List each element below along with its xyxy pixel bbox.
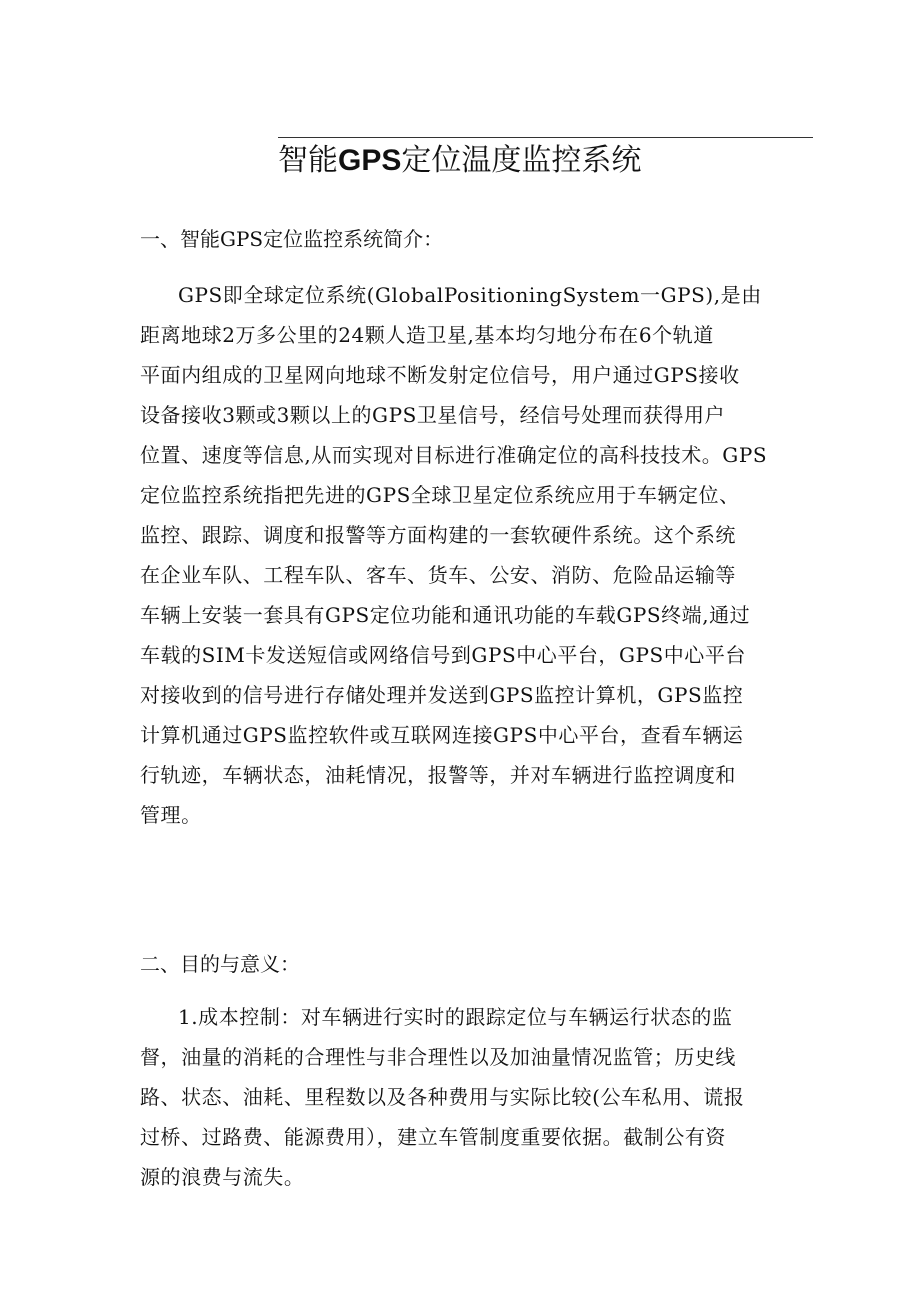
section-2-heading: 二、目的与意义： — [140, 952, 300, 976]
header-rule — [278, 137, 813, 138]
paragraph-line: 监控、跟踪、调度和报警等方面构建的一套软硬件系统。这个系统 — [140, 523, 736, 547]
paragraph-line: 1.成本控制：对车辆进行实时的跟踪定位与车辆运行状态的监 — [178, 1005, 733, 1029]
paragraph-line: 计算机通过GPS监控软件或互联网连接GPS中心平台，查看车辆运 — [140, 723, 744, 747]
paragraph-line: 设备接收3颗或3颗以上的GPS卫星信号，经信号处理而获得用户 — [140, 403, 726, 427]
paragraph-line: 过桥、过路费、能源费用），建立车管制度重要依据。截制公有资 — [140, 1125, 726, 1149]
paragraph-line: 平面内组成的卫星网向地球不断发射定位信号，用户通过GPS接收 — [140, 363, 740, 387]
paragraph-line: 管理。 — [140, 803, 202, 827]
paragraph-line: 行轨迹，车辆状态，油耗情况，报警等，并对车辆进行监控调度和 — [140, 763, 736, 787]
paragraph-line: 位置、速度等信息,从而实现对目标进行准确定位的高科技技术。GPS — [140, 443, 768, 467]
paragraph-line: 对接收到的信号进行存储处理并发送到GPS监控计算机，GPS监控 — [140, 683, 744, 707]
paragraph-line: GPS即全球定位系统(GlobalPositioningSystem一GPS),是由 — [178, 283, 762, 307]
section-2-paragraph — [140, 997, 812, 1197]
title-prefix: 智能 — [278, 143, 338, 178]
paragraph-line: 定位监控系统指把先进的GPS全球卫星定位系统应用于车辆定位、 — [140, 483, 740, 507]
paragraph-line: 路、状态、油耗、里程数以及各种费用与实际比较(公车私用、谎报 — [140, 1085, 745, 1109]
section-1-heading: 一、智能GPS定位监控系统简介： — [140, 227, 444, 251]
document-title — [278, 140, 708, 182]
title-suffix: 定位温度监控系统 — [401, 143, 642, 178]
title-gps: GPS — [338, 144, 402, 177]
paragraph-line: 在企业车队、工程车队、客车、货车、公安、消防、危险品运输等 — [140, 563, 736, 587]
paragraph-line: 车辆上安装一套具有GPS定位功能和通讯功能的车载GPS终端,通过 — [140, 603, 751, 627]
paragraph-line: 源的浪费与流失。 — [140, 1165, 305, 1189]
paragraph-line: 督，油量的消耗的合理性与非合理性以及加油量情况监管；历史线 — [140, 1045, 736, 1069]
paragraph-line: 车载的SIM卡发送短信或网络信号到GPS中心平台，GPS中心平台 — [140, 643, 746, 667]
section-1-paragraph — [140, 275, 812, 835]
paragraph-line: 距离地球2万多公里的24颗人造卫星,基本均匀地分布在6个轨道 — [140, 323, 714, 347]
